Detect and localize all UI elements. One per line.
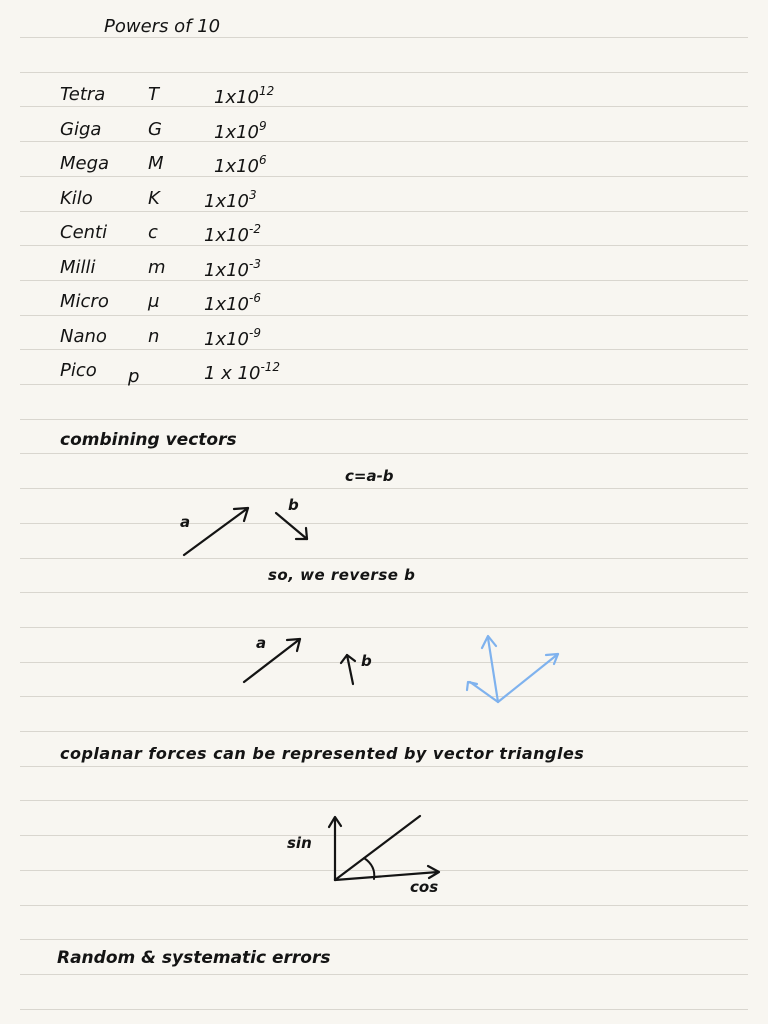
prefix-symbol: K bbox=[148, 188, 160, 209]
prefix-symbol: n bbox=[148, 326, 160, 347]
ruled-line bbox=[20, 592, 748, 593]
vector-a-arrow-2 bbox=[244, 639, 300, 682]
ruled-line bbox=[20, 106, 748, 107]
vector-b-label: b bbox=[288, 496, 299, 514]
errors-heading: Random & systematic errors bbox=[57, 948, 331, 968]
ruled-line bbox=[20, 72, 748, 73]
vector-b-arrow bbox=[276, 513, 307, 539]
prefix-power bbox=[214, 153, 267, 177]
power-base: 1x10 bbox=[204, 294, 250, 315]
prefix-symbol: G bbox=[148, 119, 162, 140]
vectors-heading: combining vectors bbox=[60, 430, 237, 450]
prefix-name: Mega bbox=[60, 153, 110, 174]
prefix-symbol: M bbox=[148, 153, 164, 174]
power-exponent: 9 bbox=[259, 119, 267, 133]
power-exponent: 12 bbox=[259, 84, 275, 98]
power-base: 1x10 bbox=[204, 191, 250, 212]
prefix-name: Tetra bbox=[60, 84, 106, 105]
prefix-symbol: T bbox=[148, 84, 159, 105]
prefix-power bbox=[204, 257, 261, 281]
coplanar-statement: coplanar forces can be represented by vector triangles bbox=[60, 744, 585, 763]
ruled-line bbox=[20, 523, 748, 524]
prefix-power bbox=[214, 119, 267, 143]
vector-diagram-1 bbox=[170, 495, 330, 565]
blue-vector-up bbox=[488, 638, 498, 702]
angle-arc bbox=[364, 858, 374, 879]
prefix-symbol: μ bbox=[148, 291, 160, 312]
y-axis-label: sin bbox=[287, 834, 312, 852]
prefix-name: Kilo bbox=[60, 188, 93, 209]
ruled-line bbox=[20, 488, 748, 489]
ruled-line bbox=[20, 280, 748, 281]
ruled-line bbox=[20, 731, 748, 732]
prefix-name: Giga bbox=[60, 119, 102, 140]
power-exponent: -2 bbox=[249, 222, 261, 236]
prefix-symbol: c bbox=[148, 222, 158, 243]
resultant-line bbox=[335, 816, 420, 880]
prefix-name: Centi bbox=[60, 222, 108, 243]
power-exponent: -3 bbox=[249, 257, 261, 271]
prefix-power bbox=[214, 84, 274, 108]
ruled-line bbox=[20, 766, 748, 767]
prefix-name: Pico bbox=[60, 360, 97, 381]
prefix-power bbox=[204, 326, 261, 350]
ruled-line bbox=[20, 349, 748, 350]
ruled-line bbox=[20, 245, 748, 246]
power-exponent: 6 bbox=[259, 153, 267, 167]
ruled-line bbox=[20, 974, 748, 975]
ruled-line bbox=[20, 211, 748, 212]
ruled-line bbox=[20, 939, 748, 940]
power-base: 1x10 bbox=[204, 260, 250, 281]
ruled-line bbox=[20, 1009, 748, 1010]
vector-b-label-2: b bbox=[361, 652, 372, 670]
vector-a-label-2: a bbox=[256, 634, 267, 652]
blue-vector-left bbox=[470, 682, 498, 702]
power-base: 1 x 10 bbox=[204, 363, 261, 384]
power-exponent: -12 bbox=[260, 360, 281, 374]
prefix-name: Nano bbox=[60, 326, 107, 347]
ruled-line bbox=[20, 696, 748, 697]
vector-equation: c=a-b bbox=[345, 467, 394, 485]
blue-vector-sketch bbox=[460, 630, 570, 710]
ruled-line bbox=[20, 558, 748, 559]
ruled-line bbox=[20, 800, 748, 801]
blue-vector-right bbox=[498, 654, 558, 702]
prefix-symbol: m bbox=[148, 257, 166, 278]
power-base: 1x10 bbox=[204, 329, 250, 350]
power-base: 1x10 bbox=[214, 156, 260, 177]
power-base: 1x10 bbox=[204, 225, 250, 246]
power-base: 1x10 bbox=[214, 87, 260, 108]
prefix-name: Milli bbox=[60, 257, 96, 278]
prefix-power bbox=[204, 360, 280, 384]
reverse-note: so, we reverse b bbox=[268, 566, 416, 584]
prefix-power bbox=[204, 291, 261, 315]
page-title: Powers of 10 bbox=[104, 16, 221, 37]
prefix-power bbox=[204, 188, 257, 212]
power-exponent: -9 bbox=[249, 326, 261, 340]
prefix-power bbox=[204, 222, 261, 246]
ruled-line bbox=[20, 315, 748, 316]
prefix-name: Micro bbox=[60, 291, 109, 312]
power-base: 1x10 bbox=[214, 122, 260, 143]
ruled-line bbox=[20, 37, 748, 38]
ruled-line bbox=[20, 141, 748, 142]
ruled-line bbox=[20, 905, 748, 906]
ruled-line bbox=[20, 419, 748, 420]
ruled-line bbox=[20, 176, 748, 177]
power-exponent: 3 bbox=[249, 188, 257, 202]
ruled-line bbox=[20, 627, 748, 628]
prefix-symbol: p bbox=[128, 366, 140, 387]
ruled-line bbox=[20, 453, 748, 454]
power-exponent: -6 bbox=[249, 291, 261, 305]
vector-a-label: a bbox=[180, 513, 191, 531]
vector-a-arrow bbox=[184, 508, 248, 555]
ruled-line bbox=[20, 662, 748, 663]
x-axis-label: cos bbox=[410, 878, 439, 896]
